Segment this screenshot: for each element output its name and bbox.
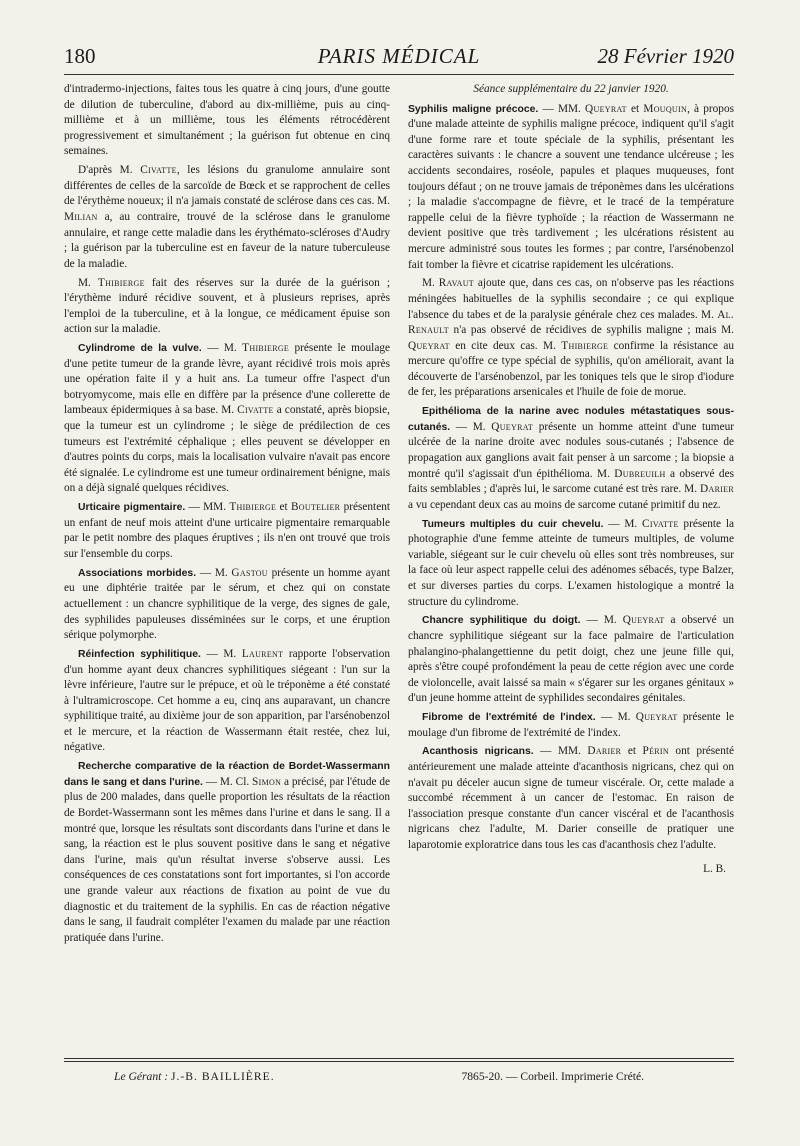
text: confirme la résistance au mercure qu'offre ce type spécial de syphilis, qu'on améliorait, avant la découverte de l'arsénobenzol, par les toniques tels que le sirop d'iodure de fer, les préparations arsenicales et l'huile de foie de morue. (408, 339, 734, 399)
text: — M. (595, 711, 636, 724)
paragraph (64, 566, 390, 644)
author-name: Queyrat (622, 614, 665, 627)
author-name: Boutelier (290, 501, 341, 514)
left-column (64, 82, 390, 950)
text: n'a pas observé de récidives de syphilis maligne ; mais M. (448, 324, 734, 337)
paragraph (408, 102, 734, 274)
author-name: Dubreuilh (614, 467, 666, 480)
author-name: Civatte (140, 164, 177, 177)
journal-title: PARIS MÉDICAL (317, 44, 481, 68)
gerant-label: Le Gérant : (114, 1070, 169, 1083)
text: et (621, 745, 643, 758)
author-name: Simon (252, 775, 282, 788)
text: — M. (450, 420, 492, 433)
paragraph (408, 744, 734, 853)
author-name: Laurent (241, 647, 284, 660)
text: a vu cependant deux cas au moins de sarcome cutané primitif du nez. (408, 498, 721, 511)
text: D'après M. (78, 164, 141, 177)
page-number: 180 (64, 44, 96, 68)
text: , à propos d'une malade atteinte de syphilis maligne précoce, indiquent qu'il s'agit d'une forme rare et toute spéciale de la syphilis, présentant les caractères suivants : le chancre a souvent une tendance ulcéreuse ; les accidents secondaires, roséole, papules et plaques muqueuses, font toujours défaut ; on ne trouve jamais de tréponèmes dans les ulcérations ; la maladie s'accompagne de fièvre, et le tracé de la température rappelle celui de la fièvre typhoïde ; la réaction de Wassermann ne devient positive que très tardivement ; les ulcérations résistent au mercure administré sous toutes les formes ; par contre, l'arsénobenzol fait tomber la fièvre et cicatrise rapidement les ulcérations. (408, 102, 734, 271)
section-title: Chancre syphilitique du doigt. (422, 615, 581, 627)
author-name: Darier (587, 745, 622, 758)
text: ajoute que, dans ces cas, on n'observe pas les réactions méningées habituelles de la syphilis secondaire ; ce qui explique l'absence du tabes et de la paralysie générale chez ces malades. M. (408, 277, 734, 321)
paragraph (408, 517, 734, 611)
text: présente le moulage d'un fibrome de l'extrémité de l'index. (408, 711, 734, 739)
publisher-credit (114, 1070, 275, 1083)
paragraph (64, 276, 390, 338)
author-name: Queyrat (408, 339, 450, 352)
paragraph (64, 163, 390, 272)
section-title: Réinfection syphilitique. (78, 648, 201, 660)
section-title: Associations morbides. (78, 567, 197, 579)
text: présente un homme atteint d'une tumeur ulcérée de la narine droite avec nodules sous-cutanés ; l'absence de propagation aux ganglions avait fait penser à un sarcome ; la biopsie a montré qu'il s'agissait d'un épithélioma. M. (408, 420, 734, 480)
paragraph (64, 759, 390, 946)
text: M. (78, 276, 98, 289)
text: a constaté, après biopsie, que la tumeur est un cylindrome ; le siège de prédilection de ces tumeurs est l'extrémité céphalique ; elles peuvent se développer en d'autres points du corps, mais la localisation vulvaire n'avait pas encore été signalée. Le cylindrome est une tumeur ordinairement bénigne, mais on a déjà signalé quelques récidives. (64, 404, 390, 495)
paragraph (64, 500, 390, 562)
author-name: Civatte (642, 517, 679, 530)
text: — M. (201, 342, 243, 355)
text: — M. (580, 614, 623, 627)
author-name: Civatte (237, 404, 274, 417)
signature: L. B. (703, 862, 726, 875)
text: et (276, 501, 291, 514)
paragraph (64, 341, 390, 497)
text: a précisé, par l'étude de plus de 200 malades, dans quelle proportion les résultats de la réaction de Bordet-Wassermann sont les mêmes dans l'urine et dans le sang. Il a montré que, lorsque les résultats sont discordants dans l'urine et dans le sang, la réaction est le plus souvent positive dans le sang et négative dans l'urine, mais qu'un résultat inverse s'observe aussi. Les conséquences de ces constatations sont fort importantes, si l'on accorde une grande valeur aux réactions de fixation au point de vue du diagnostic et du traitement de la syphilis. En cas de réaction négative dans le sang, il faudrait compléter l'examen du malade par une réaction pratiquée dans l'urine. (64, 775, 391, 944)
text: ont présenté antérieurement une malade atteinte d'acanthosis nigricans, chez qui on n'avait pu déceler aucun signe de tumeur viscérale. Or, cette malade a succombé récemment à un cancer de l'estomac. En raison de l'association presque constante d'un cancer viscéral et de l'acanthosis nigricans chez l'adulte, M. Darier conseille de pratiquer une laparotomie exploratrice dans tous les cas d'acanthosis chez l'adulte. (408, 745, 734, 852)
text: — MM. (538, 102, 586, 115)
text: — M. (603, 517, 643, 530)
section-title: Syphilis maligne précoce. (408, 103, 539, 115)
section-title: Urticaire pigmentaire. (78, 502, 186, 514)
gerant-name: J.-B. BAILLIÈRE. (171, 1070, 275, 1083)
text: — MM. (533, 745, 588, 758)
text: — MM. (185, 501, 230, 514)
footer-divider (64, 1058, 734, 1059)
paragraph (408, 404, 734, 513)
right-column (408, 82, 734, 877)
section-title: Acanthosis nigricans. (422, 746, 534, 758)
text: présente un homme ayant eu une diphtérie traitée par le sérum, et chez qui on constate actuellement : un chancre syphilitique de la verge, des signes de gale, des syphilides papuleuses disséminées sur le corps, et une éruption sérique polymorphe. (64, 566, 391, 642)
text: présente le moulage d'une petite tumeur de la grande lèvre, ayant récidivé trois mois après une opération faite il y a huit ans. La tumeur offre l'aspect d'un botryomycome, mais elle en diffère par la présence d'une collerette de lambeaux épidermiques à sa base. M. (64, 342, 390, 417)
author-name: Queyrat (585, 102, 627, 115)
printer-credit: 7865-20. — Corbeil. Imprimerie Crété. (461, 1070, 644, 1083)
author-name: Thibierge (97, 276, 145, 289)
text: M. (422, 277, 439, 290)
author-name: Milian (64, 210, 98, 223)
paragraph (408, 613, 734, 707)
text: présentent un enfant de neuf mois atteint d'une urticaire pigmentaire remarquable par le petit nombre des plaques éruptives ; ils n'en ont trouvé que trois sur l'ensemble du corps. (64, 501, 390, 560)
text: a observé des faits semblables ; d'après lui, le sarcome cutané est très rare. M. (408, 467, 734, 496)
author-name: Queyrat (491, 420, 534, 433)
author-name: Thibierge (561, 339, 609, 352)
issue-date: 28 Février 1920 (597, 44, 734, 68)
section-title: Recherche comparative de la réaction de Bordet-Wassermann dans le sang et dans l'urine. (64, 761, 390, 788)
author-name: Darier (700, 483, 734, 496)
text: — M. Cl. (202, 775, 253, 788)
author-name: Périn (642, 745, 669, 758)
paragraph (408, 710, 734, 741)
text: a, au contraire, trouvé de la sclérose dans le granulome annulaire, et range cette maladie dans les érythémato-scléroses d'Audry ; la guérison par la tuberculine est en faveur de la nature tuberculeuse de la maladie. (64, 210, 390, 270)
paragraph (64, 82, 390, 160)
text: rapporte l'observation d'un homme ayant deux chancres syphilitiques siégeant : l'un sur la lèvre inférieure, l'autre sur le prépuce, et où le tréponème a été constaté à l'ultramicroscope. Cet homme a eu, cinq ans auparavant, un chancre syphilitique traité, au dixième jour de son apparition, par l'arsénobenzol et le mercure, et la réaction de Wassermann était restée, chez lui, négative. (64, 647, 390, 754)
section-title: Tumeurs multiples du cuir chevelu. (422, 518, 604, 530)
section-title: Fibrome de l'extrémité de l'index. (422, 712, 596, 724)
paragraph (408, 276, 734, 401)
author-name: Gastou (231, 566, 268, 579)
author-name: Thibierge (242, 342, 290, 355)
text: d'intradermo-injections, faites tous les quatre à cinq jours, d'une goutte de dilution de tuberculine, d'abord au dix-millième, puis au cinq-millième et à un millième, tous les éléments rétrocédèrent progressivement et simultanément ; la guérison fut obtenue en cinq semaines. (64, 83, 390, 158)
text: fait des réserves sur la durée de la guérison ; l'érythème induré récidive souvent, et à plusieurs reprises, après l'emploi de la tuberculine, et à la longue, ce médicament épuise son action sur la maladie. (64, 276, 390, 336)
author-name: Ravaut (438, 277, 474, 290)
section-title: Epithélioma de la narine avec nodules métastatiques sous-cutanés. (408, 406, 734, 433)
text: a observé un chancre syphilitique siégeant sur la face palmaire de l'articulation phalangino-phalangettienne du petit doigt, chez une jeune fille qui, après s'être coupé profondément la peau de cette région avec une corde de violoncelle, avait laissé sa main « s'égarer sur les organes génitaux » d'un jeune homme atteint de syphilides secondaires génitales. (408, 614, 734, 705)
running-header (64, 44, 734, 75)
author-name: Al. Renault (408, 308, 734, 337)
text: — M. (196, 566, 232, 579)
author-name: Queyrat (635, 711, 678, 724)
text: présente la photographie d'une femme atteinte de tumeurs multiples, de volume variable, siégeant sur le cuir chevelu où elles sont très nombreuses, sur la face où leur aspect rappelle celui des adénomes sébacés, type Balzer, et sur diverses parties du corps. L'examen histologique a montré la structure du cylindrome. (408, 517, 735, 608)
text: , les lésions du granulome annulaire sont différentes de celles de la sarcoïde de Bœck et se rapprochent de celles de l'érythème noueux; il n'a jamais constaté de sclérose dans ces cas. M. (64, 164, 390, 208)
text: et (626, 102, 644, 115)
text: en cite deux cas. M. (449, 339, 562, 352)
text: — M. (200, 647, 242, 660)
session-heading: Séance supplémentaire du 22 janvier 1920. (473, 83, 669, 95)
footer-divider (64, 1061, 734, 1062)
section-title: Cylindrome de la vulve. (78, 343, 202, 355)
author-name: Thibierge (229, 501, 277, 514)
author-name: Mouquin (643, 102, 688, 115)
paragraph (64, 647, 390, 756)
